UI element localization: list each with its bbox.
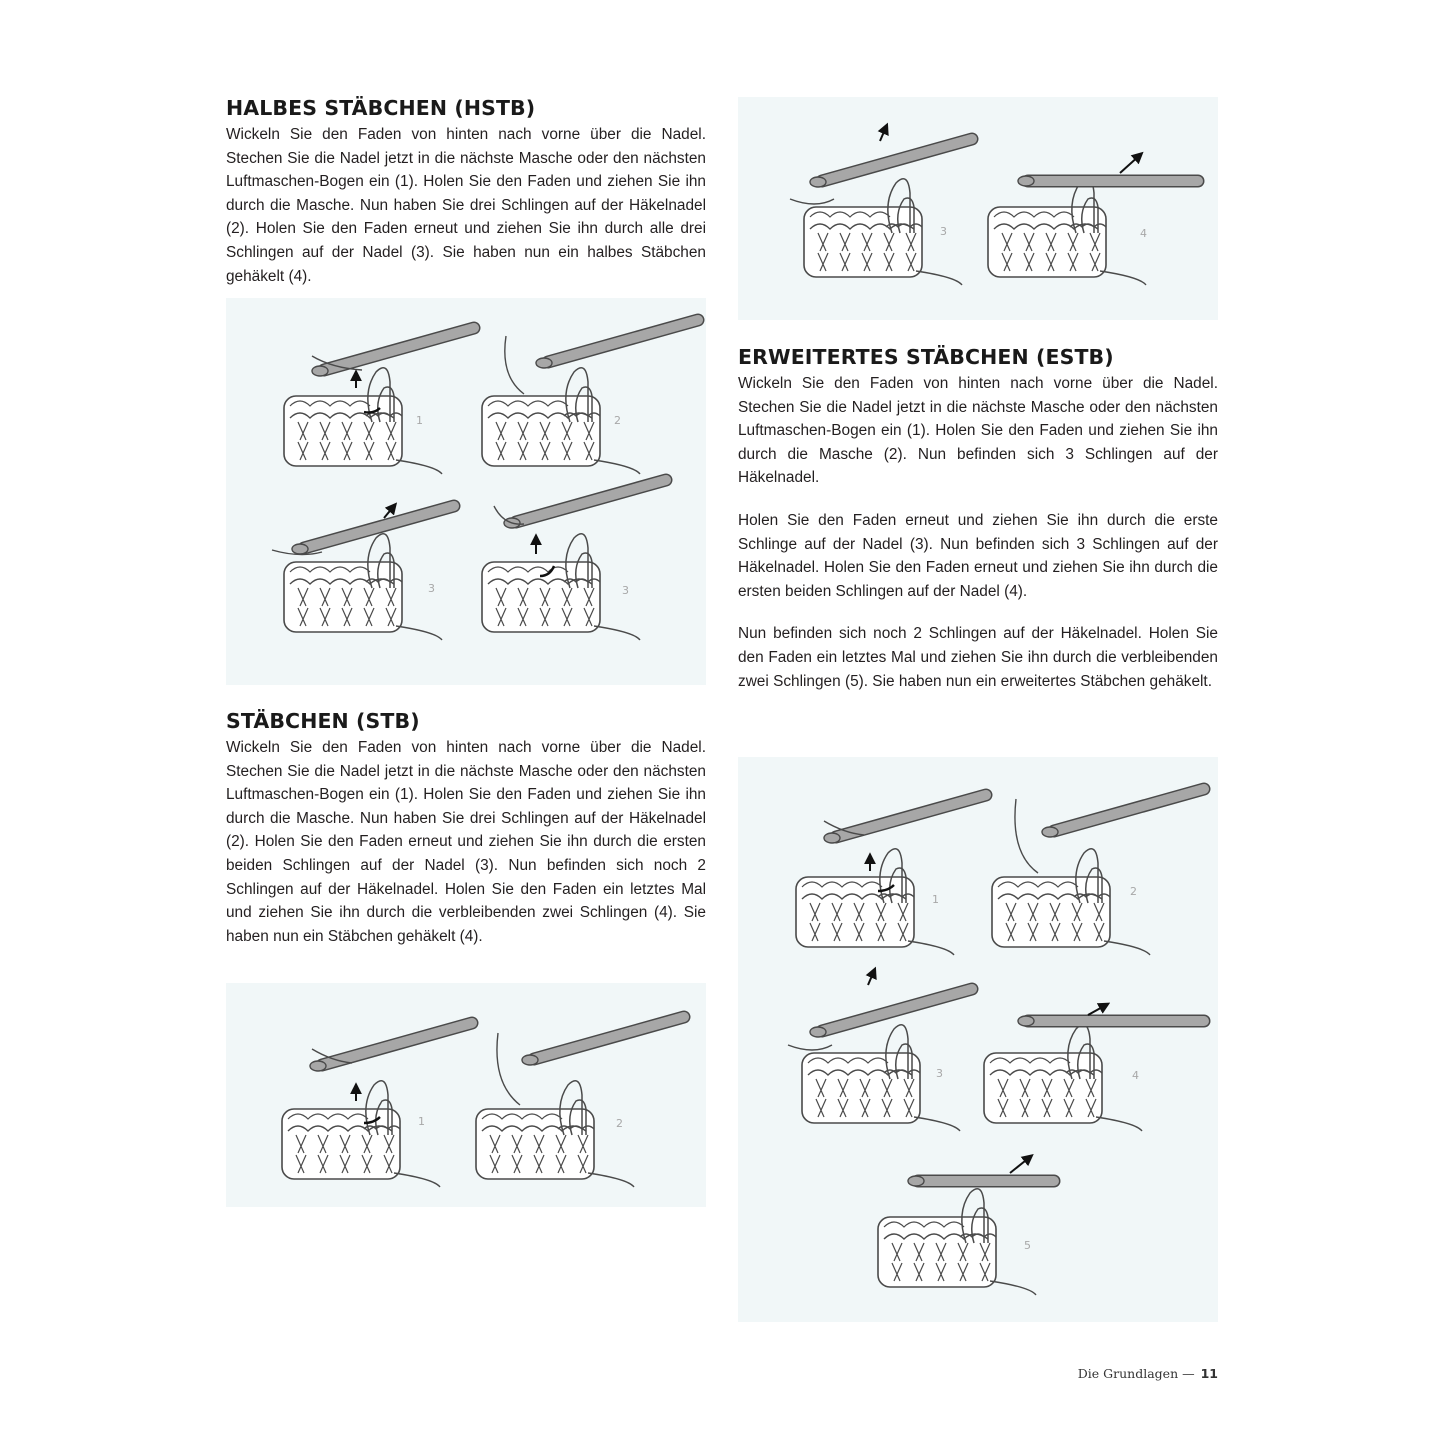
stb-step-number: 4: [1140, 227, 1147, 240]
estb-step-number: 4: [1132, 1069, 1139, 1082]
hstb-step-4: [482, 480, 666, 640]
estb-step-1: [796, 795, 986, 955]
stb-step-2: [476, 1017, 684, 1187]
stb-step-number: 2: [616, 1117, 623, 1130]
stb-step-number: 3: [940, 225, 947, 238]
stb-step-3: [790, 127, 972, 285]
section-stb: [226, 706, 706, 948]
estb-step-4: [984, 1005, 1204, 1131]
figure-stb: [226, 983, 706, 1207]
hstb-step-number: 3: [428, 582, 435, 595]
footer-chapter: Die Grundlagen —: [1077, 1366, 1195, 1381]
figure-hstb-svg: [226, 298, 706, 685]
estb-step-2: [992, 789, 1204, 955]
hstb-step-1: [284, 328, 474, 474]
hstb-step-3: [272, 506, 454, 640]
section-title-estb: ERWEITERTES STÄBCHEN (ESTB): [738, 345, 1114, 369]
estb-step-number: 1: [932, 893, 939, 906]
page-footer: [1078, 1366, 1218, 1381]
hstb-step-number: 2: [614, 414, 621, 427]
hstb-step-2: [482, 320, 698, 474]
page-number: 11: [1200, 1366, 1218, 1381]
section-title-stb: STÄBCHEN (STB): [226, 709, 420, 733]
section-text-hstb: Wickeln Sie den Faden von hinten nach vorne über die Nadel. Stechen Sie die Nadel jetzt in die nächste Masche oder den nächsten Luftmaschen-Bogen ein (1). Holen Sie den Faden und ziehen Sie ihn durch die Masche. Nun haben Sie drei Schlingen auf der Häkelnadel (2). Holen Sie den Faden erneut und ziehen Sie ihn durch alle drei Schlingen auf der Nadel (3). Sie haben nun ein halbes Stäbchen gehäkelt (4).: [226, 126, 706, 285]
figure-hstb: [226, 298, 706, 685]
section-estb: [738, 342, 1218, 693]
estb-step-5: [878, 1157, 1054, 1295]
figure-stb-svg: [226, 983, 706, 1207]
estb-step-number: 5: [1024, 1239, 1031, 1252]
hstb-step-number: 3: [622, 584, 629, 597]
hstb-step-number: 1: [416, 414, 423, 427]
figure-estb-svg: [738, 757, 1218, 1322]
stb-step-1: [282, 1023, 472, 1187]
section-text-estb-1: Wickeln Sie den Faden von hinten nach vorne über die Nadel. Stechen Sie die Nadel jetzt in die nächste Masche oder den nächsten Luftmaschen-Bogen ein (1). Holen Sie den Faden und ziehen Sie ihn durch die Masche (2). Nun befinden sich 3 Schlingen auf der Häkelnadel.: [738, 375, 1218, 487]
figure-stb-continued: [738, 97, 1218, 320]
section-text-estb-3: Nun befinden sich noch 2 Schlingen auf der Häkelnadel. Holen Sie den Faden ein letztes Mal und ziehen Sie ihn durch die verbleibenden zwei Schlingen (5). Sie haben nun ein erweitertes Stäbchen gehäkelt.: [738, 625, 1218, 690]
section-text-stb: Wickeln Sie den Faden von hinten nach vorne über die Nadel. Stechen Sie die Nadel jetzt in die nächste Masche oder den nächsten Luftmaschen-Bogen ein (1). Holen Sie den Faden und ziehen Sie ihn durch die Masche. Nun haben Sie drei Schlingen auf der Häkelnadel (2). Holen Sie den Faden erneut und ziehen Sie ihn durch die ersten beiden Schlingen auf der Nadel (3). Nun befinden sich noch 2 Schlingen auf der Häkelnadel. Holen Sie den Faden ein letztes Mal und ziehen Sie ihn durch die verbleibenden zwei Schlingen (4). Sie haben nun ein Stäbchen gehäkelt (4).: [226, 739, 706, 945]
section-text-estb-2: Holen Sie den Faden erneut und ziehen Sie ihn durch die erste Schlinge auf der Nadel (3). Nun befinden sich 3 Schlingen auf der Häkelnadel. Holen Sie den Faden erneut und ziehen Sie ihn durch die ersten beiden Schlingen auf der Nadel (4).: [738, 511, 1218, 600]
figure-estb: [738, 757, 1218, 1322]
estb-step-number: 3: [936, 1067, 943, 1080]
estb-step-number: 2: [1130, 885, 1137, 898]
section-hstb: [226, 93, 706, 288]
stb-step-4: [988, 155, 1198, 285]
section-title-hstb: HALBES STÄBCHEN (HSTB): [226, 96, 536, 120]
figure-stb-continued-svg: [738, 97, 1218, 320]
estb-step-3: [788, 971, 972, 1131]
stb-step-number: 1: [418, 1115, 425, 1128]
